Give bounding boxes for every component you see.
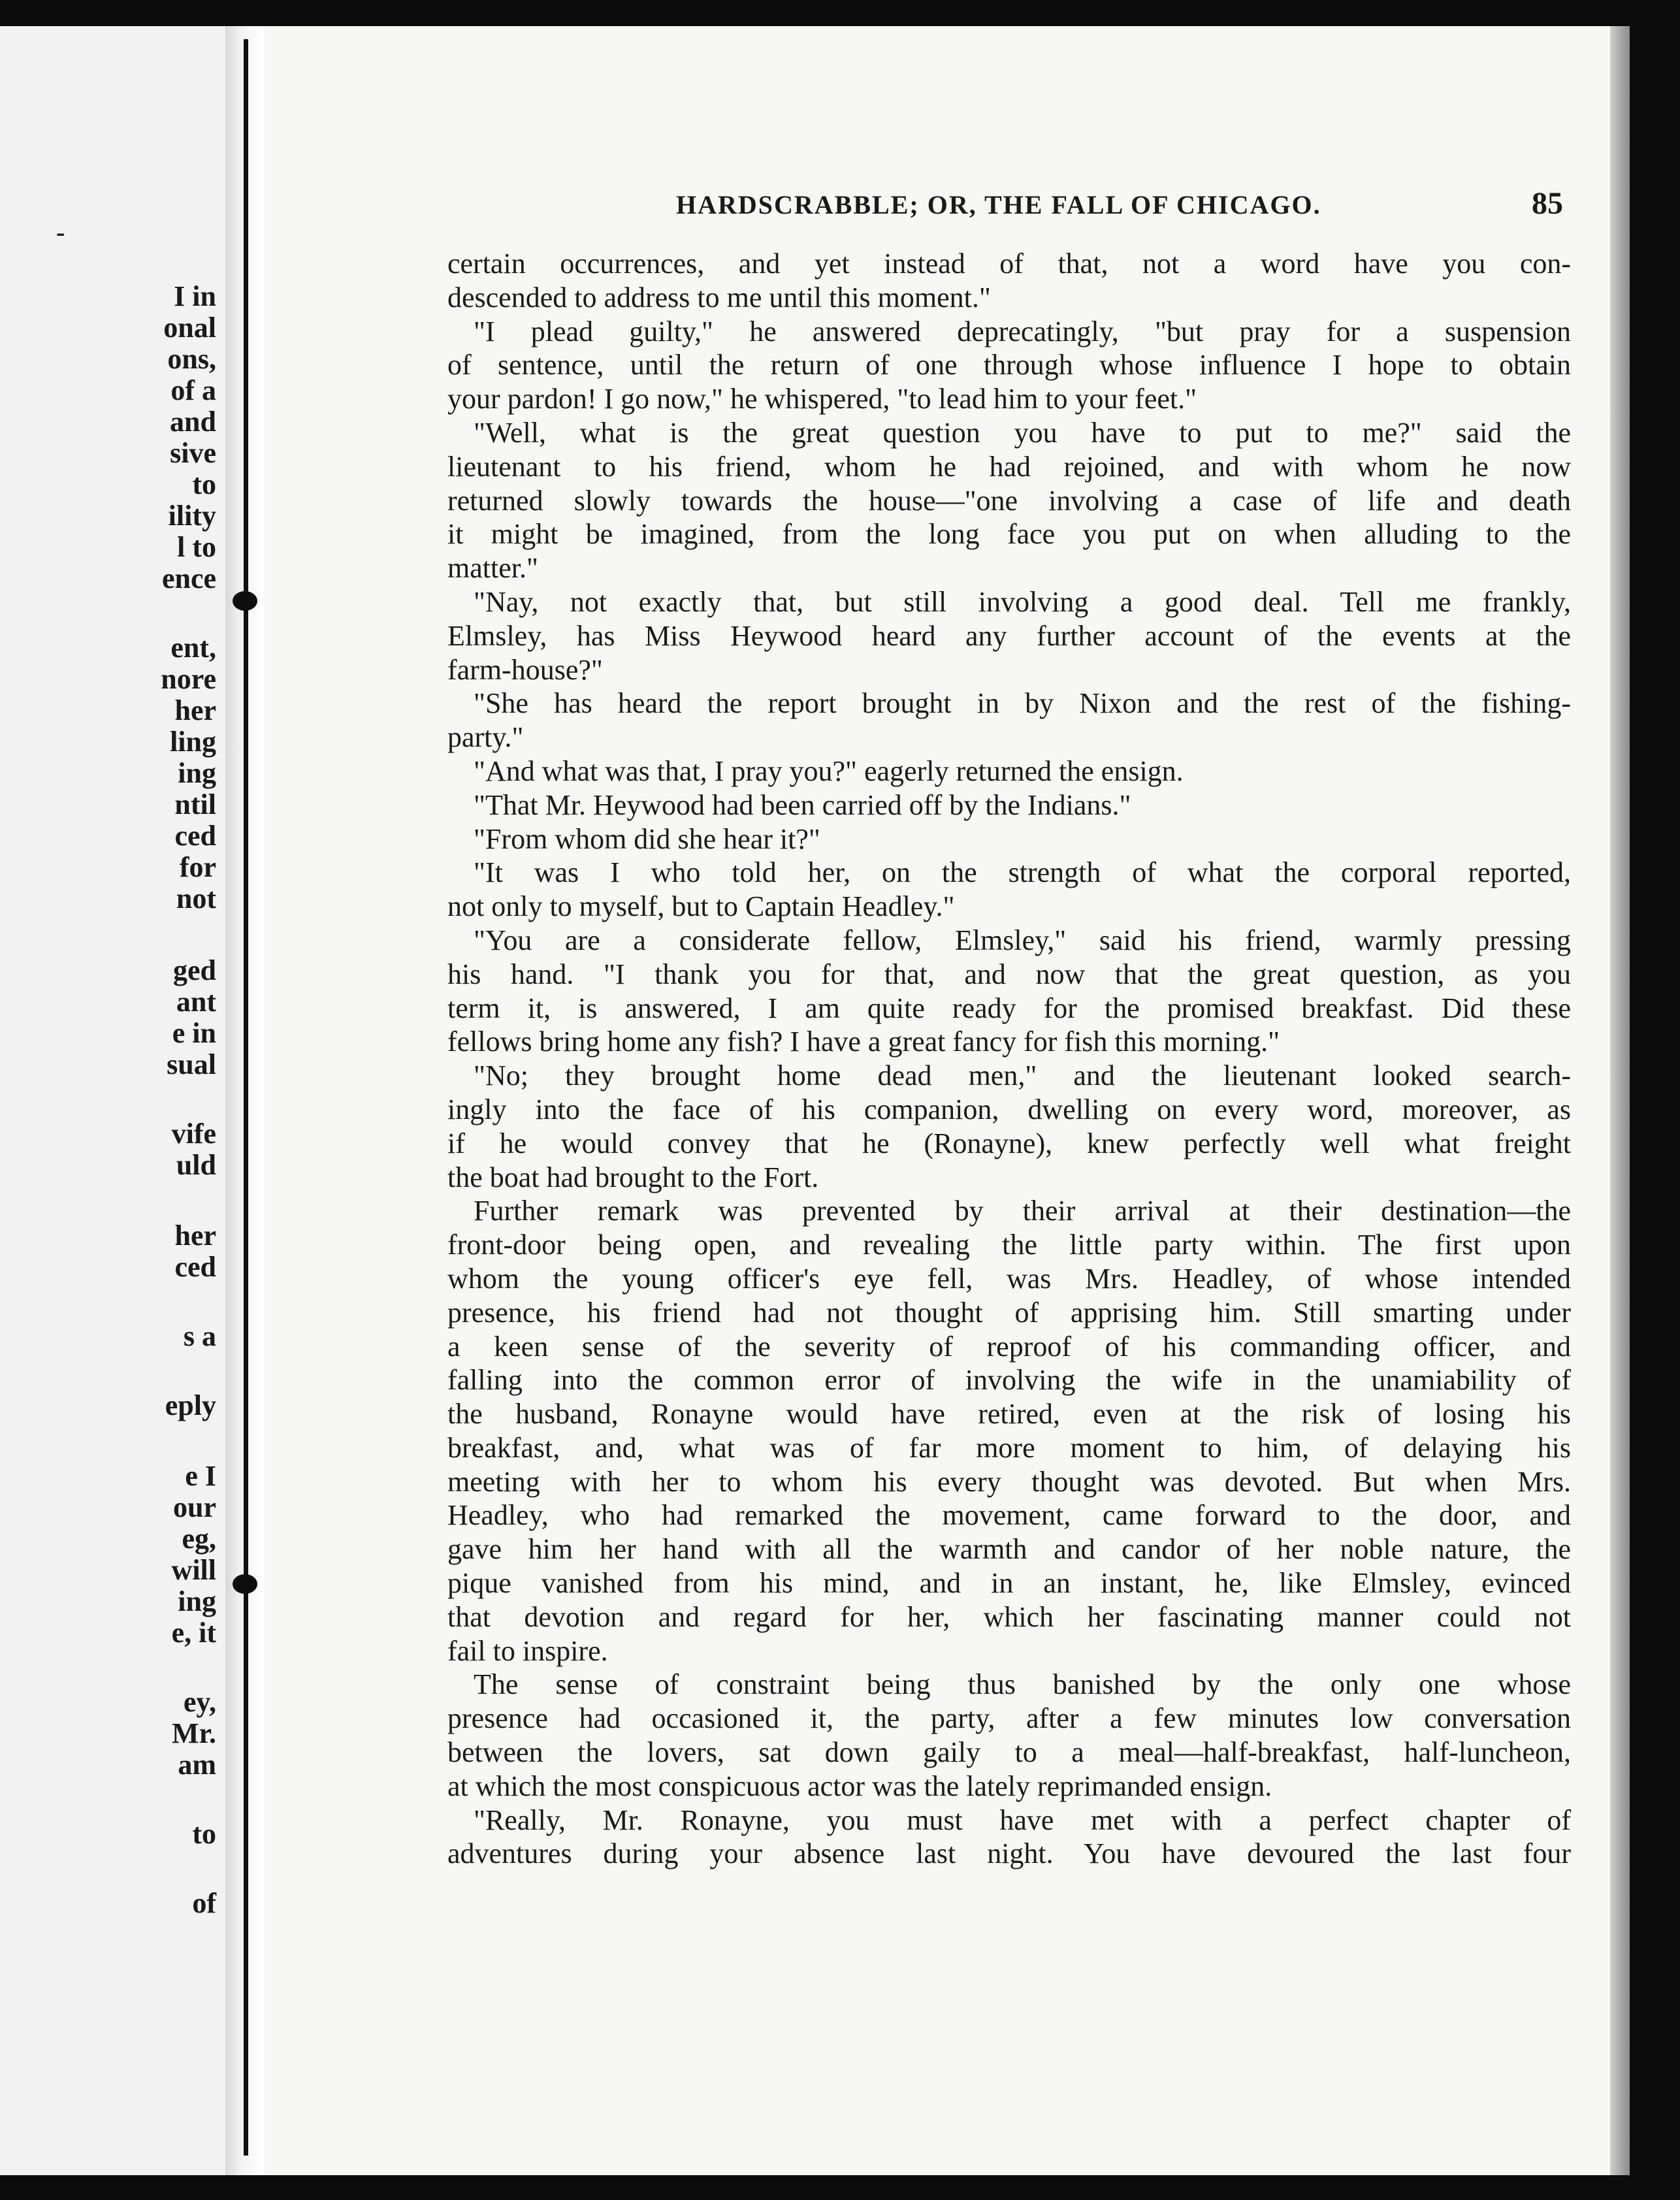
left-page-fragment: e in <box>172 1017 216 1049</box>
left-page-fragment: ey, <box>183 1686 216 1718</box>
text-line: it might be imagined, from the long face you put on when alluding to the <box>447 518 1571 551</box>
left-page-fragment: her <box>174 1220 216 1252</box>
text-line: front-door being open, and revealing the little party within. The first upon <box>447 1229 1571 1261</box>
page-number: 85 <box>1532 186 1563 221</box>
left-page-fragment: ing <box>178 1585 216 1617</box>
left-page-fragment: sive <box>170 437 216 469</box>
text-line: "It was I who told her, on the strength of what the corporal reported, <box>474 856 1571 889</box>
text-line: a keen sense of the severity of reproof of his commanding officer, and <box>447 1330 1571 1363</box>
left-page-fragment: ence <box>161 562 216 594</box>
text-line: the boat had brought to the Fort. <box>447 1161 819 1193</box>
text-line: returned slowly towards the house—"one involving a case of life and death <box>447 484 1571 517</box>
text-line: ingly into the face of his companion, dwelling on every word, moreover, as <box>447 1093 1571 1125</box>
text-line: Further remark was prevented by their arrival at their destination—the <box>474 1195 1571 1227</box>
text-line: lieutenant to his friend, whom he had rejoined, and with whom he now <box>447 450 1571 483</box>
text-line: falling into the common error of involving the wife in the unamiability of <box>447 1364 1571 1397</box>
running-head: HARDSCRABBLE; OR, THE FALL OF CHICAGO. <box>676 190 1321 219</box>
left-page-fragment: for <box>179 851 216 883</box>
left-page-fragment: nore <box>161 663 216 695</box>
left-page-fragment: ons, <box>167 343 216 375</box>
left-page-fragment: ling <box>170 726 216 758</box>
left-page-fragment: our <box>173 1491 216 1523</box>
left-page-fragment: ged <box>173 954 216 986</box>
binding-knot-upper <box>233 591 257 611</box>
text-line: Elmsley, has Miss Heywood heard any further account of the events at the <box>447 619 1571 652</box>
text-line: "Well, what is the great question you have to put to me?" said the <box>474 416 1571 449</box>
text-line: farm-house?" <box>447 653 603 686</box>
text-line: certain occurrences, and yet instead of that, not a word have you con- <box>447 248 1571 280</box>
text-line: "And what was that, I pray you?" eagerly returned the ensign. <box>474 754 1184 787</box>
text-line: "You are a considerate fellow, Elmsley," said his friend, warmly pressing <box>474 924 1571 956</box>
left-page-fragment: of a <box>170 374 216 406</box>
text-line: breakfast, and, what was of far more moment to him, of delaying his <box>447 1431 1571 1464</box>
left-page-fragment: I in <box>174 280 216 312</box>
binding-knot-lower <box>233 1574 257 1594</box>
text-line: "She has heard the report brought in by Nixon and the rest of the fishing- <box>474 687 1571 720</box>
body-text <box>447 247 1571 1871</box>
text-line: descended to address to me until this moment." <box>447 281 991 314</box>
text-line: at which the most conspicuous actor was the lately reprimanded ensign. <box>447 1770 1272 1802</box>
text-line: gave him her hand with all the warmth and candor of her noble nature, the <box>447 1533 1571 1566</box>
text-line: The sense of constraint being thus banished by the only one whose <box>474 1668 1571 1701</box>
left-page-fragment: and <box>170 406 216 438</box>
left-page-fragment: eg, <box>182 1523 216 1555</box>
text-line: Headley, who had remarked the movement, came forward to the door, and <box>447 1499 1571 1532</box>
left-page-fragment: l to <box>177 531 216 563</box>
text-line: between the lovers, sat down gaily to a meal—half-breakfast, half-luncheon, <box>447 1736 1571 1769</box>
left-page-fragment: ing <box>178 757 216 789</box>
page-edge-shadow <box>1610 26 1630 2175</box>
text-line: your pardon! I go now," he whispered, "to lead him to your feet." <box>447 383 1197 415</box>
left-page-fragment: will <box>171 1554 216 1586</box>
text-line: whom the young officer's eye fell, was Mrs. Headley, of whose intended <box>447 1262 1571 1295</box>
left-page-fragment: vife <box>171 1118 216 1150</box>
text-line: the husband, Ronayne would have retired, even at the risk of losing his <box>447 1398 1571 1431</box>
text-line: term it, is answered, I am quite ready for the promised breakfast. Did these <box>447 992 1571 1024</box>
left-page-fragment: her <box>174 694 216 726</box>
left-page-fragment: ntil <box>174 788 216 820</box>
text-line: "That Mr. Heywood had been carried off by the Indians." <box>474 788 1131 821</box>
left-page-fragment: e, it <box>171 1617 216 1649</box>
text-line: meeting with her to whom his every thought was devoted. But when Mrs. <box>447 1465 1571 1498</box>
text-line: matter." <box>447 552 538 585</box>
text-line: "I plead guilty," he answered deprecatingly, "but pray for a suspension <box>474 315 1571 348</box>
text-line: presence, his friend had not thought of apprising him. Still smarting under <box>447 1296 1571 1329</box>
text-line: his hand. "I thank you for that, and now that the great question, as you <box>447 958 1571 990</box>
text-line: that devotion and regard for her, which her fascinating manner could not <box>447 1600 1571 1633</box>
text-line: fail to inspire. <box>447 1634 608 1667</box>
text-line: party." <box>447 721 524 754</box>
left-page-fragment: to <box>192 1818 216 1850</box>
left-page-fragment: ced <box>174 1251 216 1283</box>
left-page-fragment: of <box>192 1887 216 1919</box>
left-page-fragment: sual <box>167 1048 216 1080</box>
text-line: presence had occasioned it, the party, after a few minutes low conversation <box>447 1702 1571 1735</box>
left-page-fragment: onal <box>163 312 216 344</box>
left-page-fragment: uld <box>176 1149 216 1181</box>
left-page-fragment: eply <box>165 1389 216 1421</box>
text-line: not only to myself, but to Captain Headley." <box>447 890 955 923</box>
left-page-fragment: ility <box>168 500 216 532</box>
text-line: "Nay, not exactly that, but still involving a good deal. Tell me frankly, <box>474 585 1571 618</box>
binding-thread <box>244 39 248 2156</box>
left-page-fragment: s a <box>183 1320 216 1352</box>
left-page-fragment: ant <box>176 986 216 1018</box>
text-line: "No; they brought home dead men," and the lieutenant looked search- <box>474 1060 1571 1092</box>
left-page-fragment: ent, <box>170 632 216 664</box>
text-line: "Really, Mr. Ronayne, you must have met with a perfect chapter of <box>474 1804 1571 1836</box>
text-line: if he would convey that he (Ronayne), knew perfectly well what freight <box>447 1127 1571 1159</box>
text-line: fellows bring home any fish? I have a great fancy for fish this morning." <box>447 1026 1280 1058</box>
left-page-dash: - <box>56 218 65 247</box>
text-line: adventures during your absence last night. You have devoured the last four <box>447 1837 1571 1870</box>
text-line: of sentence, until the return of one through whose influence I hope to obtain <box>447 349 1571 381</box>
text-line: "From whom did she hear it?" <box>474 822 820 855</box>
previous-page-edge <box>0 26 227 2175</box>
left-page-fragment: Mr. <box>171 1717 216 1749</box>
left-page-fragment: not <box>176 882 216 914</box>
left-page-fragment: am <box>178 1749 216 1781</box>
left-page-fragment: ced <box>174 820 216 852</box>
left-page-fragment: to <box>192 468 216 500</box>
text-line: pique vanished from his mind, and in an instant, he, like Elmsley, evinced <box>447 1567 1571 1600</box>
left-page-fragment: e I <box>185 1460 216 1492</box>
